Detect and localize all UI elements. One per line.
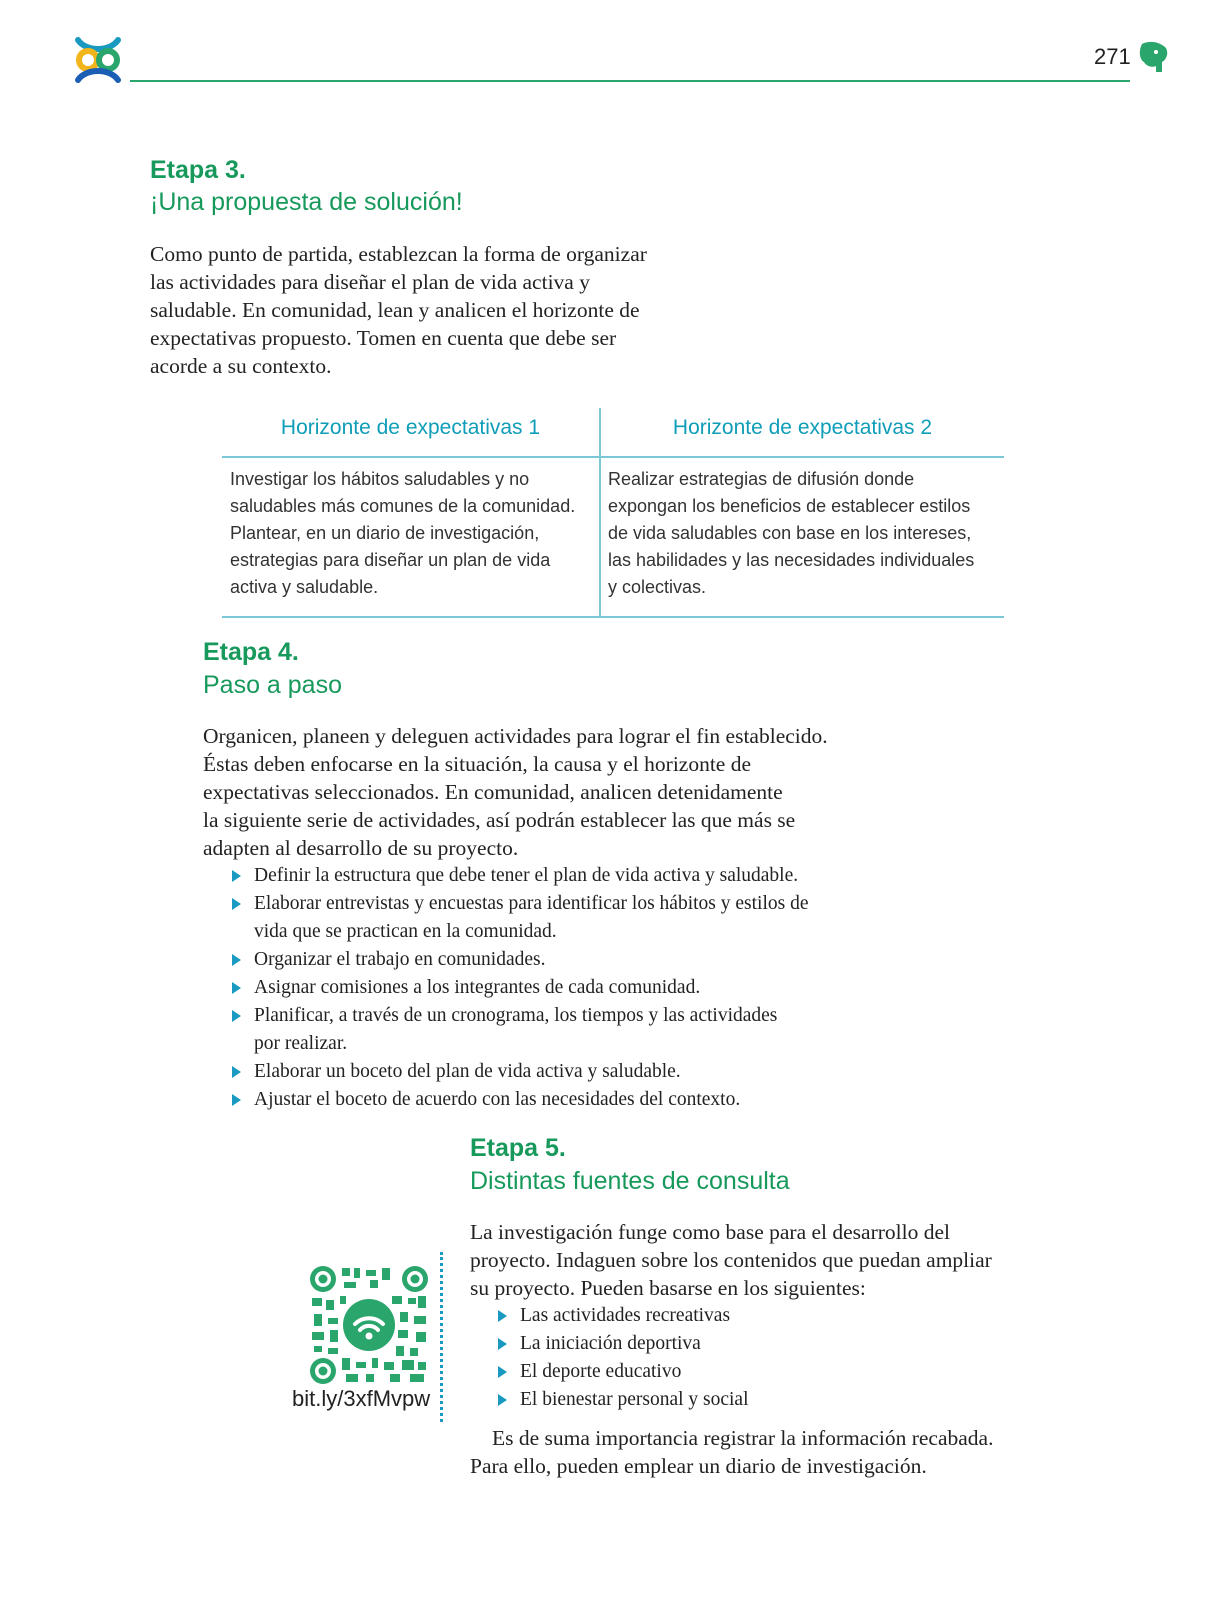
text-line: Las actividades recreativas [520,1305,731,1326]
text-line: El deporte educativo [520,1361,682,1382]
header-rule [130,80,1130,82]
page-number: 271 [1094,44,1131,69]
table-header-rule [222,456,1004,458]
list-item [230,1002,808,1058]
list-item [230,946,808,974]
text-line: adapten al desarrollo de su proyecto. [203,836,519,860]
text-line: La iniciación deportiva [520,1333,701,1354]
text-line: las habilidades y las necesidades individuales [608,550,975,570]
stage3-paragraph [150,240,647,380]
stage3-title: ¡Una propuesta de solución! [150,188,463,216]
mascot-icon [1136,40,1170,76]
text-line: por realizar. [254,1033,348,1054]
text-line: las actividades para diseñar el plan de vida activa y [150,270,590,294]
list-item [230,890,808,946]
qr-code-icon[interactable] [310,1266,428,1384]
text-line: Planificar, a través de un cronograma, los tiempos y las actividades [254,1005,778,1026]
text-line: su proyecto. Pueden basarse en los siguientes: [470,1276,866,1300]
text-line: Ajustar el boceto de acuerdo con las necesidades del contexto. [254,1089,741,1110]
text-line: Asignar comisiones a los integrantes de cada comunidad. [254,977,701,998]
list-item [496,1330,749,1358]
text-line: saludable. En comunidad, lean y analicen el horizonte de [150,298,640,322]
list-item [496,1358,749,1386]
text-line: Organicen, planeen y deleguen actividades para lograr el fin establecido. [203,724,828,748]
text-line: Realizar estrategias de difusión donde [608,469,915,489]
text-line: la siguiente serie de actividades, así podrán establecer las que más se [203,808,796,832]
text-line: expectativas propuesto. Tomen en cuenta que debe ser [150,326,617,350]
table-bottom-rule [222,616,1004,618]
text-line: Elaborar un boceto del plan de vida activa y saludable. [254,1061,681,1082]
table-header-1: Horizonte de expectativas 1 [280,416,541,439]
text-line: Investigar los hábitos saludables y no [230,469,530,489]
text-line: saludables más comunes de la comunidad. [230,496,576,516]
stage4-title: Paso a paso [203,671,342,699]
list-item [230,1058,808,1086]
text-line: de vida saludables con base en los intereses, [608,523,972,543]
stage4-activity-list [230,862,808,1114]
text-line: Organizar el trabajo en comunidades. [254,949,546,970]
list-item [496,1386,749,1414]
text-line: Como punto de partida, establezcan la forma de organizar [150,242,647,266]
text-line: Definir la estructura que debe tener el plan de vida activa y saludable. [254,865,799,886]
stage4-paragraph [203,722,828,862]
text-line: activa y saludable. [230,577,379,597]
expectations-table [222,408,1004,618]
stage5-source-list [496,1302,749,1414]
text-line: vida que se practican en la comunidad. [254,921,557,942]
text-line: Para ello, pueden emplear un diario de investigación. [470,1454,927,1478]
text-line: La investigación funge como base para el desarrollo del [470,1220,950,1244]
stage5-paragraph [470,1218,992,1302]
table-header-2: Horizonte de expectativas 2 [672,416,933,439]
text-line: y colectivas. [608,577,707,597]
list-item [230,862,808,890]
text-line: Éstas deben enfocarse en la situación, la causa y el horizonte de [203,752,752,776]
stage5-label: Etapa 5. [470,1134,566,1162]
stage5-title: Distintas fuentes de consulta [470,1167,790,1195]
text-line: Es de suma importancia registrar la información recabada. [492,1426,994,1450]
list-item [496,1302,749,1330]
text-line: proyecto. Indaguen sobre los contenidos que puedan ampliar [470,1248,992,1272]
text-line: expongan los beneficios de establecer estilos [608,496,971,516]
table-cell-1 [230,466,575,601]
qr-divider [440,1252,443,1422]
list-item [230,974,808,1002]
stage5-closing [470,1424,993,1480]
stage3-label: Etapa 3. [150,156,246,184]
text-line: acorde a su contexto. [150,354,332,378]
text-line: estrategias para diseñar un plan de vida [230,550,551,570]
text-line: Elaborar entrevistas y encuestas para identificar los hábitos y estilos de [254,893,809,914]
stage4-label: Etapa 4. [203,638,299,666]
book-logo-icon [72,34,124,86]
table-cell-2 [608,466,974,601]
text-line: Plantear, en un diario de investigación, [230,523,540,543]
text-line: expectativas seleccionados. En comunidad, analicen detenidamente [203,780,783,804]
list-item [230,1086,808,1114]
qr-short-link[interactable]: bit.ly/3xfMvpw [292,1386,431,1411]
text-line: El bienestar personal y social [520,1389,749,1410]
